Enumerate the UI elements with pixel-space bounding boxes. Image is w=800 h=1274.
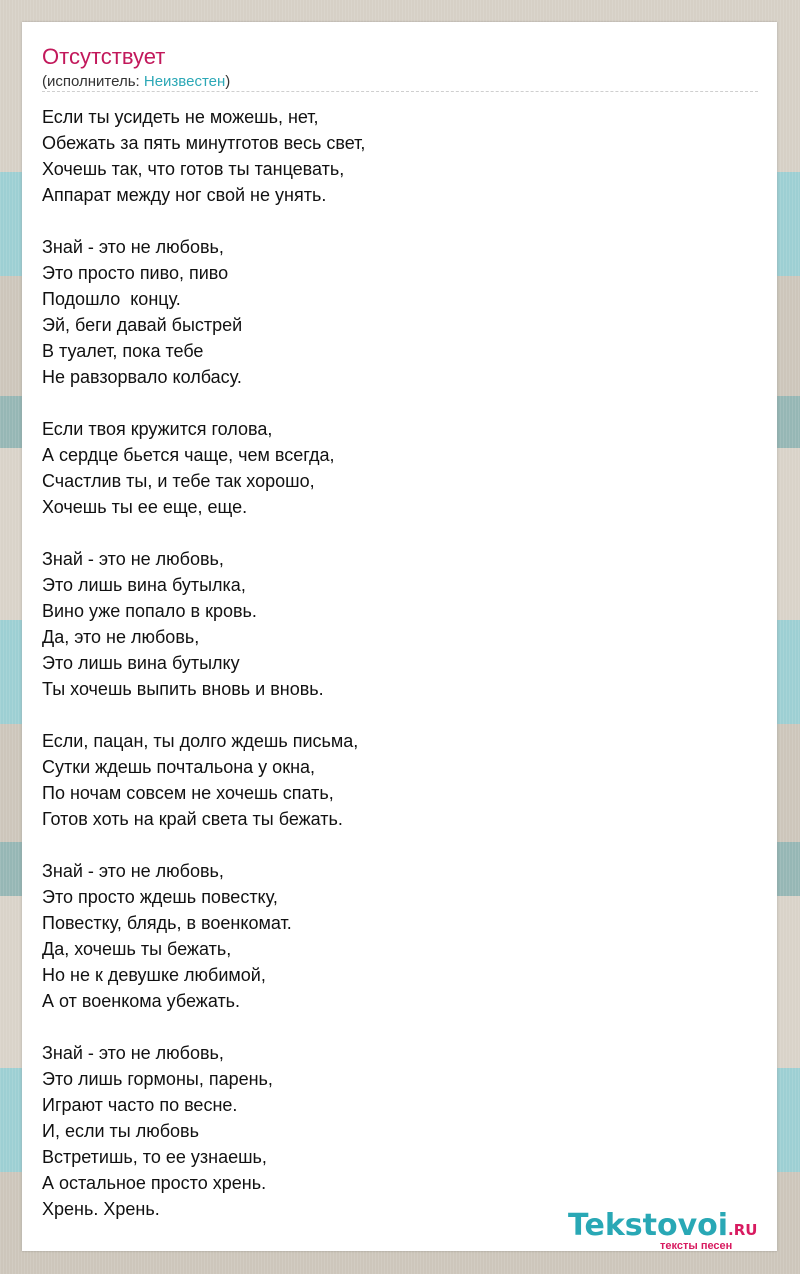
song-meta [42, 73, 230, 91]
meta-suffix: ) [225, 73, 231, 90]
song-title: Отсутствует [42, 44, 166, 69]
lyrics-text: Если ты усидеть не можешь, нет, Обежать за пять минутготов весь свет, Хочешь так, что готов ты танцевать, Аппарат между ног свой не унять. Знай - это не любовь, Это просто пиво, пиво Подошло концу. Эй, беги давай быстрей В туалет, пока тебе Не равзорвало колбасу. Если твоя кружится голова, А сердце бьется чаще, чем всегда, Счастлив ты, и тебе так хорошо, Хочешь ты ее еще, еще. Знай - это не любовь, Это лишь вина бутылка, Вино уже попало в кровь. Да, это не любовь, Это лишь вина бутылку Ты хочешь выпить вновь и вновь. Если, пацан, ты долго ждешь письма, Сутки ждешь почтальона у окна, По ночам совсем не хочешь спать, Готов хоть на край света ты бежать. Знай - это не любовь, Это просто ждешь повестку, Повестку, блядь, в военкомат. Да, хочешь ты бежать, Но не к девушке любимой, А от военкома убежать. Знай - это не любовь, Это лишь гормоны, парень, Играют часто по весне. И, если ты любовь Встретишь, то ее узнаешь, А остальное просто хрень. Хрень. Хрень. [42, 107, 366, 1219]
title-divider [42, 91, 758, 92]
artist-link[interactable]: Неизвестен [143, 73, 226, 90]
logo-tagline: тексты песен [660, 1240, 733, 1252]
meta-prefix: (исполнитель: [42, 73, 144, 90]
lyrics-card [22, 22, 777, 1251]
logo-tld: .RU [728, 1221, 758, 1239]
site-logo[interactable] [568, 1210, 768, 1250]
logo-name: Tekstovoi [568, 1208, 729, 1243]
